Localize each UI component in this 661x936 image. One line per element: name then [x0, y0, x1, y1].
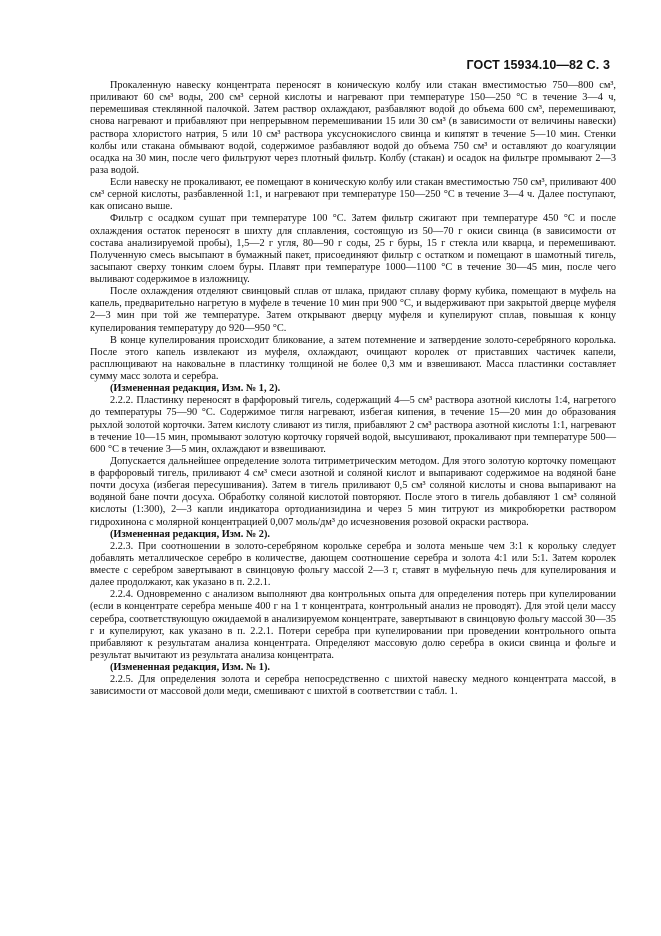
paragraph: 2.2.2. Пластинку переносят в фарфоровый тигель, содержащий 4—5 см³ раствора азотной кислоты 1:4, нагретого до температуры 75—90 °С. Содержимое тигля нагревают, избегая кипения, в течение 15—20 мин до образования рыхлой золотой корточки. Затем кислоту сливают из тигля, прибавляют 2 см³ раствора азотной кислоты 1:1, нагревают в течение 10—15 мин, промывают золотую корточку горячей водой, высушивают, прокаливают при температуре 500—600 °С в течение 3—5 мин, охлаждают и взвешивают. [90, 395, 616, 455]
amendment-note: (Измененная редакция, Изм. № 1, 2). [110, 383, 281, 395]
paragraph: Допускается дальнейшее определение золота титриметрическим методом. Для этого золотую корточку помещают в фарфоровый тигель, приливают 4 см³ смеси азотной и соляной кислот и выпаривают содержимое на водяной бане почти досуха (избегая пересушивания). Затем в тигель приливают 0,5 см³ соляной кислоты и снова выпаривают на водяной бане почти досуха. Обработку соляной кислотой повторяют. После этого в тигель добавляют 1 см³ соляной кислоты (1:300), 2—3 капли индикатора ортодианизидина и через 5 мин титруют из микробюретки раствором гидрохинона с молярной концентрацией 0,007 моль/дм³ до исчезновения розовой окраски раствора. [90, 455, 616, 528]
document-body [90, 80, 616, 698]
page-header: ГОСТ 15934.10—82 С. 3 [466, 58, 610, 72]
paragraph: Прокаленную навеску концентрата переносят в коническую колбу или стакан вместимостью 750—800 см³, приливают 60 см³ воды, 200 см³ серной кислоты и нагревают при температуре 150—250 °С в течение 3—4 ч, перемешивая стеклянной палочкой. Затем раствор охлаждают, разбавляют водой до объема 600 см³, перемешивают, снова нагревают и прибавляют при непрерывном перемешивании 15 или 30 см³ (в зависимости от величины навески) раствора хлористого натрия, 5 или 10 см³ раствора уксуснокислого свинца и кипятят в течение 5—10 мин. Стенки колбы или стакана обмывают водой, содержимое разбавляют водой до объема 750 см³ и оставляют до коагуляции осадка на 30 мин, после чего фильтруют через плотный фильтр. Колбу (стакан) и осадок на фильтре промывают 2—3 раза водой. [90, 80, 616, 176]
paragraph: Фильтр с осадком сушат при температуре 100 °С. Затем фильтр сжигают при температуре 450 °С и после охлаждения остаток переносят в шихту для сплавления, состоящую из 50—70 г окиси свинца (в зависимости от состава анализируемой пробы), 1,5—2 г угля, 80—90 г соды, 25 г буры, 15 г стекла или кварца, и перемешивают. Полученную смесь высыпают в бумажный пакет, присоединяют фильтр с остатком и помещают в шамотный тигель, засыпают сверху тонким слоем буры. Плавят при температуре 1000—1100 °С в течение 30—45 мин, после чего выливают содержимое в изложницу. [90, 213, 616, 285]
paragraph: В конце купелирования происходит бликование, а затем потемнение и затвердение золото-серебряного королька. После этого капель извлекают из муфеля, охлаждают, очищают королек от приставших частичек капели, расплющивают на наковальне в пластинку толщиной не более 0,3 мм и взвешивают. Масса пластинки составляет сумму масс золота и серебра. [90, 334, 616, 382]
paragraph: 2.2.3. При соотношении в золото-серебряном корольке серебра и золота меньше чем 3:1 к корольку следует добавлять металлическое серебро в количестве, дающем соотношение серебра и золота 4:1 или 5:1. Затем королек вместе с серебром завертывают в свинцовую фольгу массой 2—3 г, ставят в муфельную печь для купелирования и далее продолжают, как указано в п. 2.2.1. [90, 540, 616, 589]
paragraph: После охлаждения отделяют свинцовый сплав от шлака, придают сплаву форму кубика, помещают в муфель на капель, предварительно нагретую в муфеле в течение 10 мин при 900 °С, и выдерживают при закрытой дверце муфеля 2—3 мин при той же температуре. Затем открывают дверцу муфеля и купелируют сплав, повышая к концу купелирования температуру до 920—950 °С. [90, 286, 616, 334]
amendment-note: (Измененная редакция, Изм. № 2). [110, 528, 270, 540]
paragraph: 2.2.4. Одновременно с анализом выполняют два контрольных опыта для определения потерь при купелировании (если в концентрате серебра меньше 400 г на 1 т концентрата, контрольный анализ не проводят). Для этой цели массу серебра, соответствующую ожидаемой в анализируемом концентрате, завертывают в свинцовую фольгу массой 30—35 г и купелируют, как указано в п. 2.2.1. Потери серебра при купелировании при проведении контрольного опыта прибавляют к результатам анализа концентрата. Определяют массовую долю серебра в окиси свинца и фольге и результат вычитают из результата анализа концентрата. [90, 589, 616, 661]
paragraph: 2.2.5. Для определения золота и серебра непосредственно с шихтой навеску медного концентрата массой, в зависимости от массовой доли меди, смешивают с шихтой в соответствии с табл. 1. [90, 674, 616, 698]
paragraph: Если навеску не прокаливают, ее помещают в коническую колбу или стакан вместимостью 750 см³, приливают 400 см³ серной кислоты, разбавленной 1:1, и нагревают при температуре 150—250 °С в течение 3—4 ч. Далее поступают, как описано выше. [90, 177, 616, 213]
amendment-note: (Измененная редакция, Изм. № 1). [110, 662, 270, 673]
